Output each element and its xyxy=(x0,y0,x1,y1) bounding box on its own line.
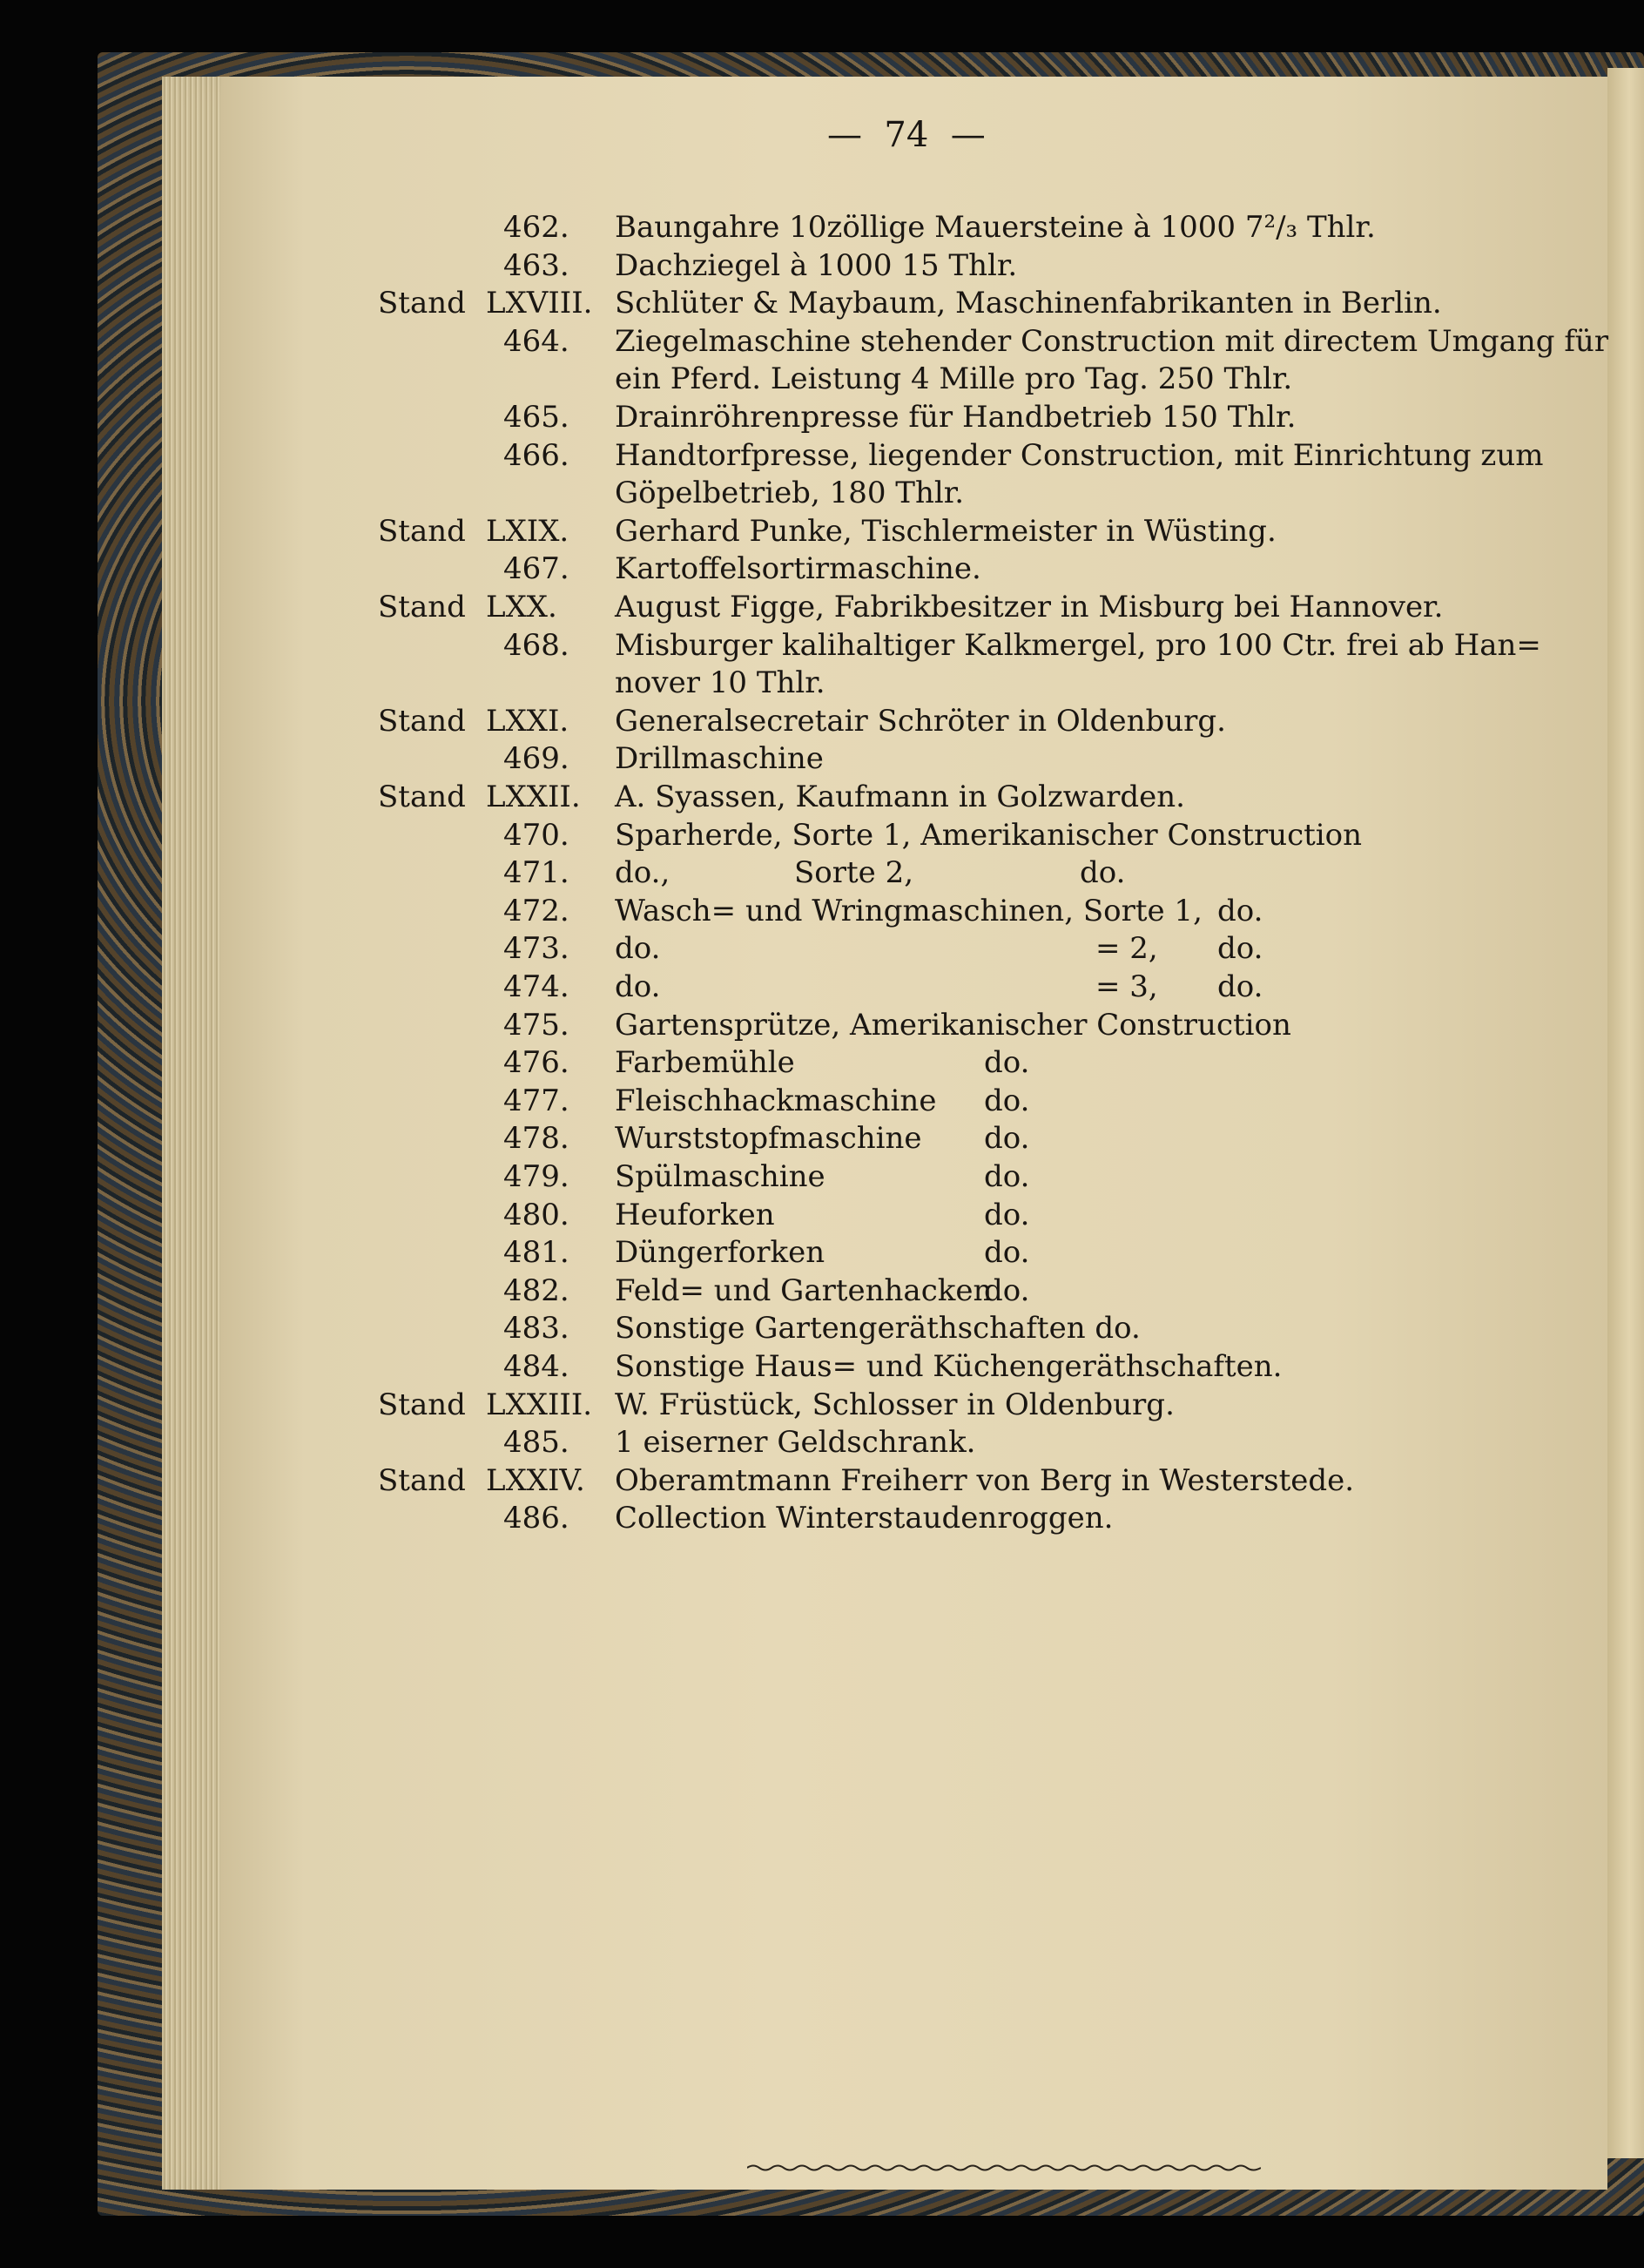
entry-description: Sonstige Gartengeräthschaften do. xyxy=(615,1311,1141,1347)
entry-description: Spülmaschine xyxy=(615,1159,825,1194)
entry-description: Baungahre 10zöllige Mauersteine à 1000 7²/₃ Thlr. xyxy=(615,210,1376,245)
entry-description: Farbemühle xyxy=(615,1045,795,1081)
entry-description: Heuforken xyxy=(615,1197,775,1232)
entry-number: 472. xyxy=(503,893,569,928)
ditto-mark: do. xyxy=(984,1045,1030,1081)
entry-number: 478. xyxy=(503,1121,569,1157)
entry-description: Dachziegel à 1000 15 Thlr. xyxy=(615,247,1018,283)
entry-number: 477. xyxy=(503,1083,569,1118)
stand-label: Stand xyxy=(378,590,466,624)
stand-number: LXX. xyxy=(486,590,557,624)
stand-number: LXXI. xyxy=(486,703,569,739)
entry-description: 1 eiserner Geldschrank. xyxy=(615,1425,976,1461)
exhibitor-line: Schlüter & Maybaum, Maschinenfabrikanten in Berlin. xyxy=(615,286,1442,321)
ditto-mark: do. xyxy=(984,1272,1030,1308)
facing-page-edge xyxy=(1607,68,1644,2158)
entry-description: Sparherde, Sorte 1, Amerikanischer Construction xyxy=(615,817,1363,853)
entry-number: 470. xyxy=(503,817,569,853)
stand-number: LXIX. xyxy=(486,513,569,549)
entry-number: 484. xyxy=(503,1349,569,1384)
entry-number: 465. xyxy=(503,400,569,435)
entry-description: Misburger kalihaltiger Kalkmergel, pro 100 Ctr. frei ab Han= xyxy=(615,627,1541,663)
ditto-mark: do. xyxy=(1217,893,1263,928)
ditto-mark: do. xyxy=(1080,855,1126,891)
stand-label: Stand xyxy=(378,286,466,321)
entry-number: 475. xyxy=(503,1007,569,1043)
entry-description: Sonstige Haus= und Küchengeräthschaften. xyxy=(615,1349,1283,1384)
stand-number: LXXIII. xyxy=(486,1387,593,1422)
stand-number: LXVIII. xyxy=(486,286,593,321)
stand-label: Stand xyxy=(378,513,466,549)
entry-number: 469. xyxy=(503,741,569,777)
ditto-mark: do. xyxy=(984,1083,1030,1118)
entry-number: 482. xyxy=(503,1272,569,1308)
ditto-mark: do. xyxy=(984,1235,1030,1271)
entry-description: do. xyxy=(615,969,661,1004)
entry-description: Handtorfpresse, liegender Construction, mit Einrichtung zum xyxy=(615,437,1544,473)
entry-description: ein Pferd. Leistung 4 Mille pro Tag. 250 Thlr. xyxy=(615,361,1293,397)
stand-number: LXXIV. xyxy=(486,1462,585,1498)
stand-label: Stand xyxy=(378,780,466,814)
ditto-mark: do. xyxy=(984,1121,1030,1157)
stand-number: LXXII. xyxy=(486,780,581,814)
entry-description: nover 10 Thlr. xyxy=(615,665,825,701)
entry-description: Wurststopfmaschine xyxy=(615,1121,922,1157)
exhibitor-line: Oberamtmann Freiherr von Berg in Westerstede. xyxy=(615,1462,1355,1498)
entry-number: 466. xyxy=(503,437,569,473)
entry-description: Gartensprütze, Amerikanischer Construction xyxy=(615,1007,1291,1043)
ditto-mark: do. xyxy=(1217,969,1263,1004)
entry-number: 480. xyxy=(503,1197,569,1232)
exhibitor-line: W. Früstück, Schlosser in Oldenburg. xyxy=(615,1387,1175,1422)
variant-label: Sorte 2, xyxy=(794,855,914,891)
entry-number: 481. xyxy=(503,1235,569,1271)
entry-number: 476. xyxy=(503,1045,569,1081)
exhibitor-line: A. Syassen, Kaufmann in Golzwarden. xyxy=(615,780,1185,814)
page-edges xyxy=(162,77,221,2190)
entry-number: 462. xyxy=(503,210,569,245)
exhibitor-line: August Figge, Fabrikbesitzer in Misburg bei Hannover. xyxy=(615,590,1444,624)
entry-description: Drillmaschine xyxy=(615,741,824,777)
entry-description: Drainröhrenpresse für Handbetrieb 150 Thlr. xyxy=(615,400,1297,435)
entry-description: Feld= und Gartenhacken xyxy=(615,1272,993,1308)
entry-description: Göpelbetrieb, 180 Thlr. xyxy=(615,476,965,511)
entry-description: Ziegelmaschine stehender Construction mit directem Umgang für xyxy=(615,323,1609,359)
entry-description: do., xyxy=(615,855,670,891)
entry-number: 473. xyxy=(503,931,569,967)
entry-description: Fleischhackmaschine xyxy=(615,1083,937,1118)
variant-label: = 2, xyxy=(1095,931,1158,967)
entry-description: do. xyxy=(615,931,661,967)
entry-number: 474. xyxy=(503,969,569,1004)
entry-number: 464. xyxy=(503,323,569,359)
entry-description: Wasch= und Wringmaschinen, Sorte 1, xyxy=(615,893,1203,928)
entry-number: 479. xyxy=(503,1159,569,1194)
decorative-divider xyxy=(747,2163,1261,2172)
exhibitor-line: Generalsecretair Schröter in Oldenburg. xyxy=(615,703,1226,739)
entry-description: Collection Winterstaudenroggen. xyxy=(615,1501,1114,1536)
page-number: — 74 — xyxy=(827,115,986,155)
entry-description: Kartoffelsortirmaschine. xyxy=(615,551,981,587)
entry-number: 485. xyxy=(503,1425,569,1461)
stand-label: Stand xyxy=(378,1462,466,1498)
ditto-mark: do. xyxy=(984,1159,1030,1194)
stand-label: Stand xyxy=(378,703,466,739)
stand-label: Stand xyxy=(378,1387,466,1422)
entry-number: 463. xyxy=(503,247,569,283)
ditto-mark: do. xyxy=(1217,931,1263,967)
entry-number: 471. xyxy=(503,855,569,891)
entry-number: 467. xyxy=(503,551,569,587)
variant-label: = 3, xyxy=(1095,969,1158,1004)
exhibitor-line: Gerhard Punke, Tischlermeister in Wüsting. xyxy=(615,513,1277,549)
entry-number: 468. xyxy=(503,627,569,663)
ditto-mark: do. xyxy=(984,1197,1030,1232)
entry-number: 486. xyxy=(503,1501,569,1536)
entry-description: Düngerforken xyxy=(615,1235,825,1271)
entry-number: 483. xyxy=(503,1311,569,1347)
